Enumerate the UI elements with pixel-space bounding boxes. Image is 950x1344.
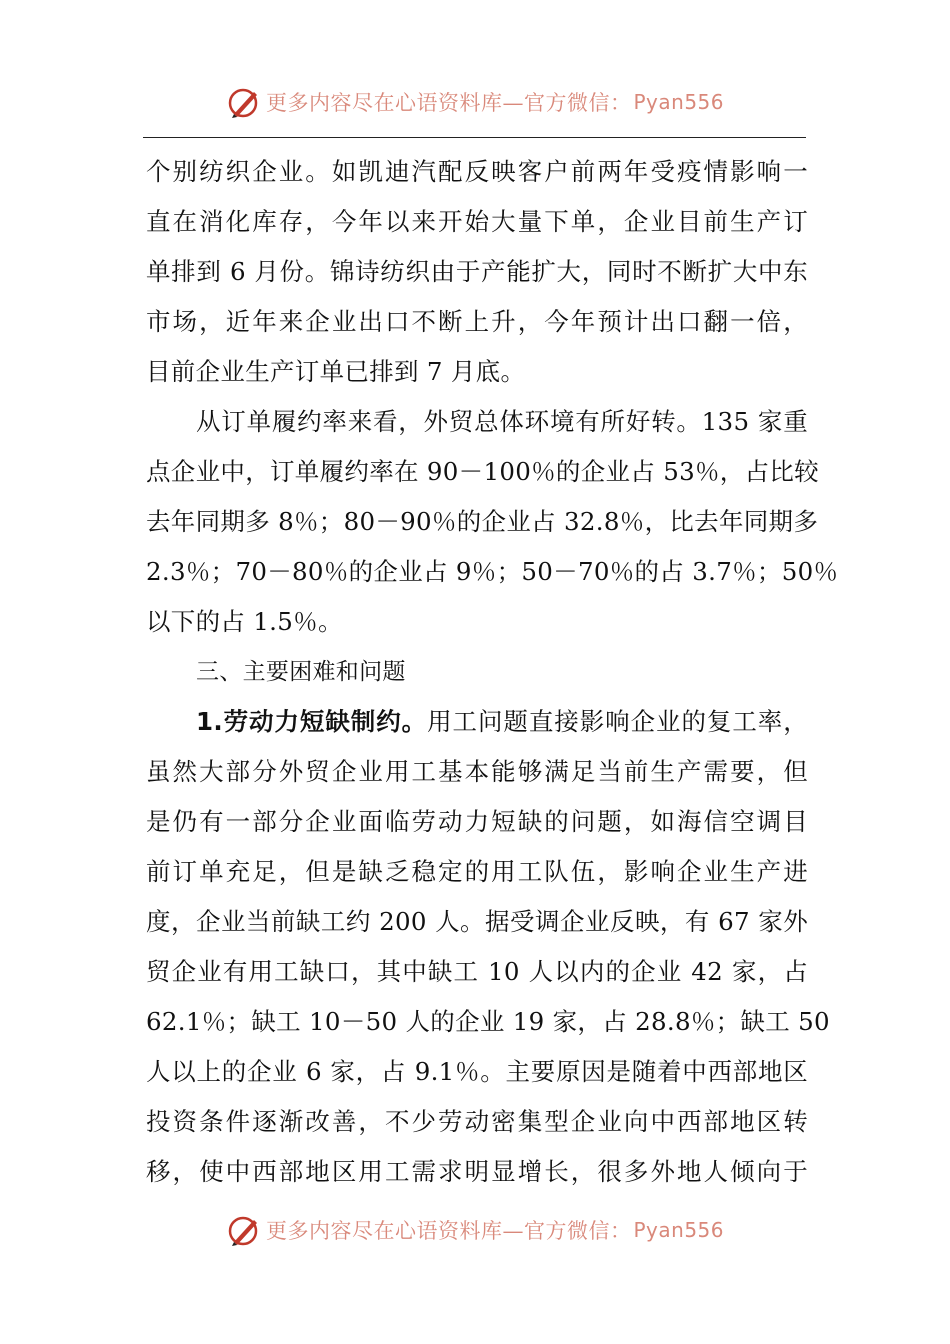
header-banner — [0, 82, 950, 122]
bold-lead: 1.劳动力短缺制约。 — [196, 707, 428, 736]
text-line: 点企业中，订单履约率在 90－100％的企业占 53％，占比较 — [146, 457, 819, 486]
text-line: 以下的占 1.5％。 — [146, 607, 343, 636]
text-line: 单排到 6 月份。锦诗纺织由于产能扩大，同时不断扩大中东 — [146, 257, 808, 286]
banner-wechat-id: Pyan556 — [633, 1218, 724, 1242]
text-line: 2.3％；70－80％的企业占 9％；50－70％的占 3.7％；50％ — [146, 557, 839, 586]
text-line: 直在消化库存，今年以来开始大量下单，企业目前生产订 — [146, 207, 808, 236]
text-line: 虽然大部分外贸企业用工基本能够满足当前生产需要，但 — [146, 757, 808, 786]
text-line: 投资条件逐渐改善，不少劳动密集型企业向中西部地区转 — [146, 1107, 808, 1136]
text-line — [146, 700, 808, 750]
pen-logo-icon — [226, 84, 262, 120]
text-line: 目前企业生产订单已排到 7 月底。 — [146, 357, 526, 386]
text-span: 用工问题直接影响企业的复工率， — [427, 707, 809, 736]
text-line: 是仍有一部分企业面临劳动力短缺的问题，如海信空调目 — [146, 807, 808, 836]
text-line: 度，企业当前缺工约 200 人。据受调企业反映，有 67 家外 — [146, 907, 808, 936]
text-line: 个别纺织企业。如凯迪汽配反映客户前两年受疫情影响一 — [146, 157, 808, 186]
footer-banner — [0, 1210, 950, 1250]
text-line: 62.1％；缺工 10－50 人的企业 19 家，占 28.8％；缺工 50 — [146, 1007, 830, 1036]
text-line: 贸企业有用工缺口，其中缺工 10 人以内的企业 42 家，占 — [146, 957, 808, 986]
section-heading: 三、主要困难和问题 — [196, 659, 406, 685]
header-rule — [143, 137, 806, 138]
text-line: 去年同期多 8％；80－90％的企业占 32.8％，比去年同期多 — [146, 507, 819, 536]
text-line: 人以上的企业 6 家，占 9.1％。主要原因是随着中西部地区 — [146, 1057, 808, 1086]
text-line: 从订单履约率来看，外贸总体环境有所好转。135 家重 — [196, 407, 808, 436]
text-line: 前订单充足，但是缺乏稳定的用工队伍，影响企业生产进 — [146, 857, 808, 886]
text-line: 市场，近年来企业出口不断上升，今年预计出口翻一倍， — [146, 307, 808, 336]
pen-logo-icon — [226, 1212, 262, 1248]
banner-text: 更多内容尽在心语资料库—官方微信： — [265, 91, 632, 115]
banner-text: 更多内容尽在心语资料库—官方微信： — [265, 1219, 632, 1243]
text-line: 移，使中西部地区用工需求明显增长，很多外地人倾向于 — [146, 1157, 808, 1186]
document-body — [146, 150, 839, 1200]
banner-wechat-id: Pyan556 — [633, 90, 724, 114]
